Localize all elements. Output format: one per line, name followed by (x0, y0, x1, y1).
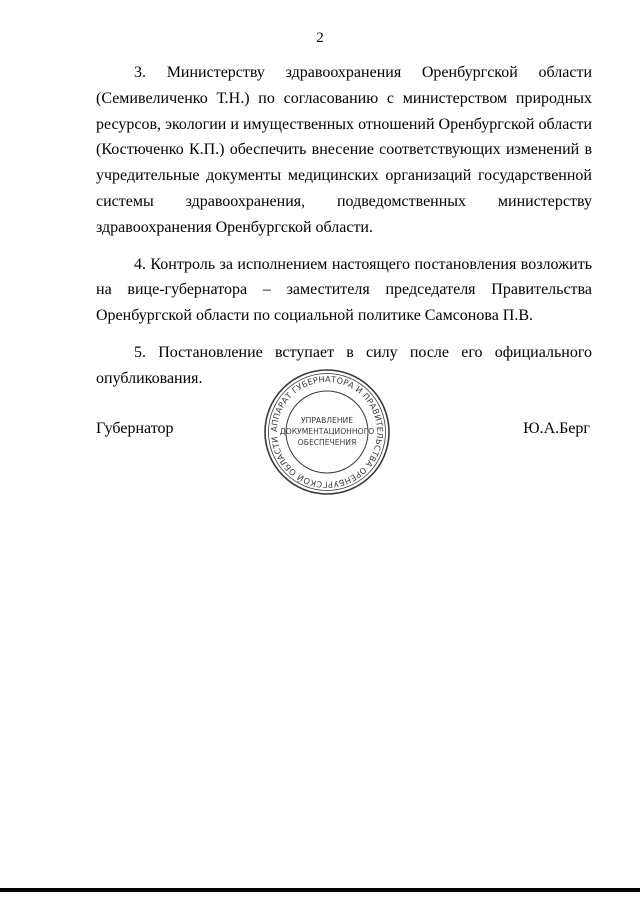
signatory-name: Ю.А.Берг (523, 420, 590, 437)
stamp-center-line-1: УПРАВЛЕНИЕ (300, 416, 354, 425)
signatory-title: Губернатор (96, 420, 174, 437)
stamp-center-line-2: ДОКУМЕНТАЦИОННОГО (279, 427, 375, 436)
signature-block (96, 420, 592, 444)
paragraph-5: 5. Постановление вступает в силу после его официального опубликования. (96, 343, 592, 387)
document-body (96, 60, 592, 403)
stamp-center-line-3: ОБЕСПЕЧЕНИЯ (297, 438, 357, 447)
paragraph-4: 4. Контроль за исполнением настоящего постановления возложить на вице-губернатора – заместителя председателя Правительства Оренбургской области по социальной политике Самсонова П.В. (96, 255, 592, 325)
bottom-rule (0, 888, 640, 892)
paragraph-3: 3. Министерству здравоохранения Оренбургской области (Семивеличенко Т.Н.) по согласованию с министерством природных ресурсов, экологии и имущественных отношений Оренбургской области (Костюченко К.П.) обеспечить внесение соответствующих изменений в учредительные документы медицинских организаций государственной системы здравоохранения, подведомственных министерству здравоохранения Оренбургской области. (96, 64, 592, 236)
page-number: 2 (316, 30, 324, 46)
stamp-ring-text: АППАРАТ ГУБЕРНАТОРА И ПРАВИТЕЛЬСТВА ОРЕНБУРГСКОЙ ОБЛАСТИ (268, 373, 386, 491)
